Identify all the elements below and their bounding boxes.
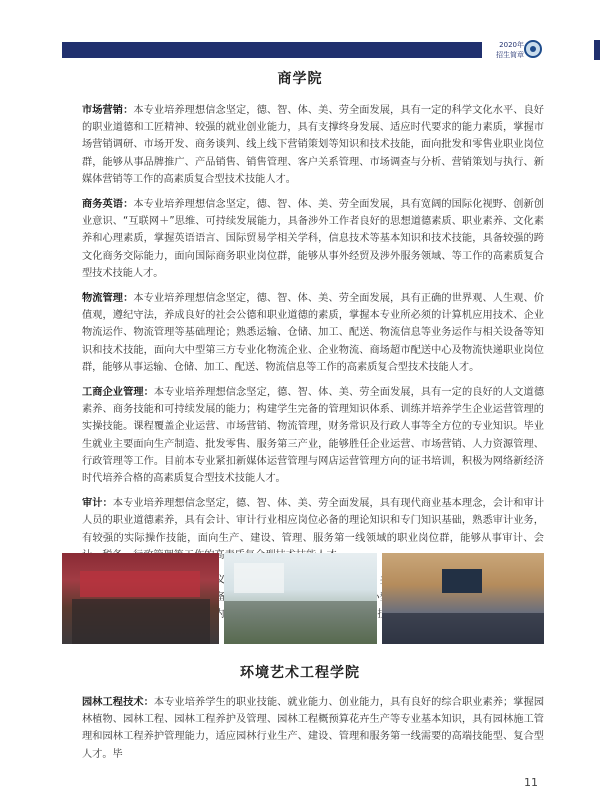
major-name: 审计： [82, 498, 113, 510]
major-description: 本专业培养理想信念坚定，德、智、体、美、劳全面发展，具有正确的世界观、人生观、价值观，遵纪守法，养成良好的社会公德和职业道德的素质，掌握本专业所必须的计算机应用技术、企业物流运作、物流管理等基础理论；熟悉运输、仓储、加工、配送、物流信息等业务运作与相关设备等知识和技术技能，面向大中型第三方专业化物流企业、企业物流、商场超市配送中心及物流快递职业岗位群，能够从事运输、仓储、加工、配送、物流信息等工作的高素质复合型技术技能人才。 [82, 293, 544, 373]
computer-lab-photo [224, 553, 377, 644]
group-photo [62, 553, 219, 644]
business-school-content [82, 102, 544, 624]
major-name: 工商企业管理： [82, 387, 154, 399]
major-description: 本专业培养理想信念坚定，德、智、体、美、劳全面发展，具有一定的科学文化水平、良好的职业道德和工匠精神、较强的就业创业能力，具有支撑终身发展、适应时代要求的能力素质，掌握市场营销调研、市场开发、商务谈判、线上线下营销策划等知识和技术技能，面向批发和零售业职业岗位群，能够从事品牌推广、产品销售、销售管理、客户关系管理、市场调查与分析、营销策划与执行、新媒体营销等工作的高素质复合型技术技能人才。 [82, 105, 544, 185]
section-title-environmental-art: 环境艺术工程学院 [240, 665, 360, 681]
major-paragraph-landscape [82, 694, 544, 763]
major-description: 本专业培养理想信念坚定，德、智、体、美、劳全面发展，具有宽阔的国际化视野、创新创业意识、“互联网＋”思维、可持续发展能力，具备涉外工作者良好的思想道德素质、职业素养、文化素养和心理素质，掌握英语语言、国际贸易学相关学科，信息技术等基本知识和技术技能，具备较强的跨文化商务交际能力，面向国际商务职业岗位群，能够从事外经贸及涉外服务领域、等工作的高素质复合型技术技能人才。 [82, 199, 544, 279]
header-year: 2020年 [499, 41, 524, 49]
major-name: 园林工程技术： [82, 697, 154, 708]
major-paragraph-marketing [82, 102, 544, 188]
major-description: 本专业培养理想信念坚定，德、智、体、美、劳全面发展，具有一定的良好的人文道德素养、商务技能和可持续发展的能力；构建学生完备的管理知识体系、训练并培养学生企业运营管理的实操技能。课程覆盖企业运营、市场营销、物流管理，财务常识及行政人事等全方位的专业知识。毕业生就业主要面向生产制造、批发零售、服务第三产业，能够胜任企业运营、市场营销、人力资源管理、行政管理等工作。目前本专业紧扣新媒体运营管理与网店运营管理方向的证书培训，积极为网络新经济时代培养合格的高素质复合型技术技能人才。 [82, 387, 545, 485]
major-name: 市场营销： [82, 105, 134, 116]
training-room-photo [382, 553, 544, 644]
section-title-business: 商学院 [277, 71, 323, 87]
major-description: 本专业培养学生的职业技能、就业能力、创业能力，具有良好的综合职业素养；掌握园林植物、园林工程、园林工程养护及管理、园林工程概预算花卉生产等专业基本知识，具有园林施工管理和园林工程养护管理能力，适应园林行业生产、建设、管理和服务第一线需要的高端技能型、复合型人才。毕 [82, 697, 545, 760]
major-paragraph-business-english [82, 196, 544, 282]
header-bar [62, 42, 482, 58]
major-paragraph-logistics [82, 290, 544, 376]
header-branding [486, 38, 544, 62]
major-name: 物流管理： [82, 293, 134, 305]
side-accent [594, 40, 600, 60]
major-paragraph-business-admin [82, 384, 544, 487]
major-description: 本专业培养理想信念坚定，德、智、体、美、劳全面发展，具有现代商业基本理念，会计和审计人员的职业道德素养，具有会计、审计行业相应岗位必备的理论知识和专门知识基础，熟悉审计业务，有较强的实际操作技能，面向生产、建设、管理、服务第一线领域的职业岗位群，能够从事审计、会 作的高素质 [82, 498, 545, 561]
photo-strip [62, 553, 544, 644]
header-subtitle: 招生简章 [496, 51, 524, 59]
school-logo-icon [524, 40, 542, 58]
environmental-art-content [82, 694, 544, 763]
page-number: 11 [524, 776, 538, 789]
major-name: 商务英语： [82, 199, 134, 211]
